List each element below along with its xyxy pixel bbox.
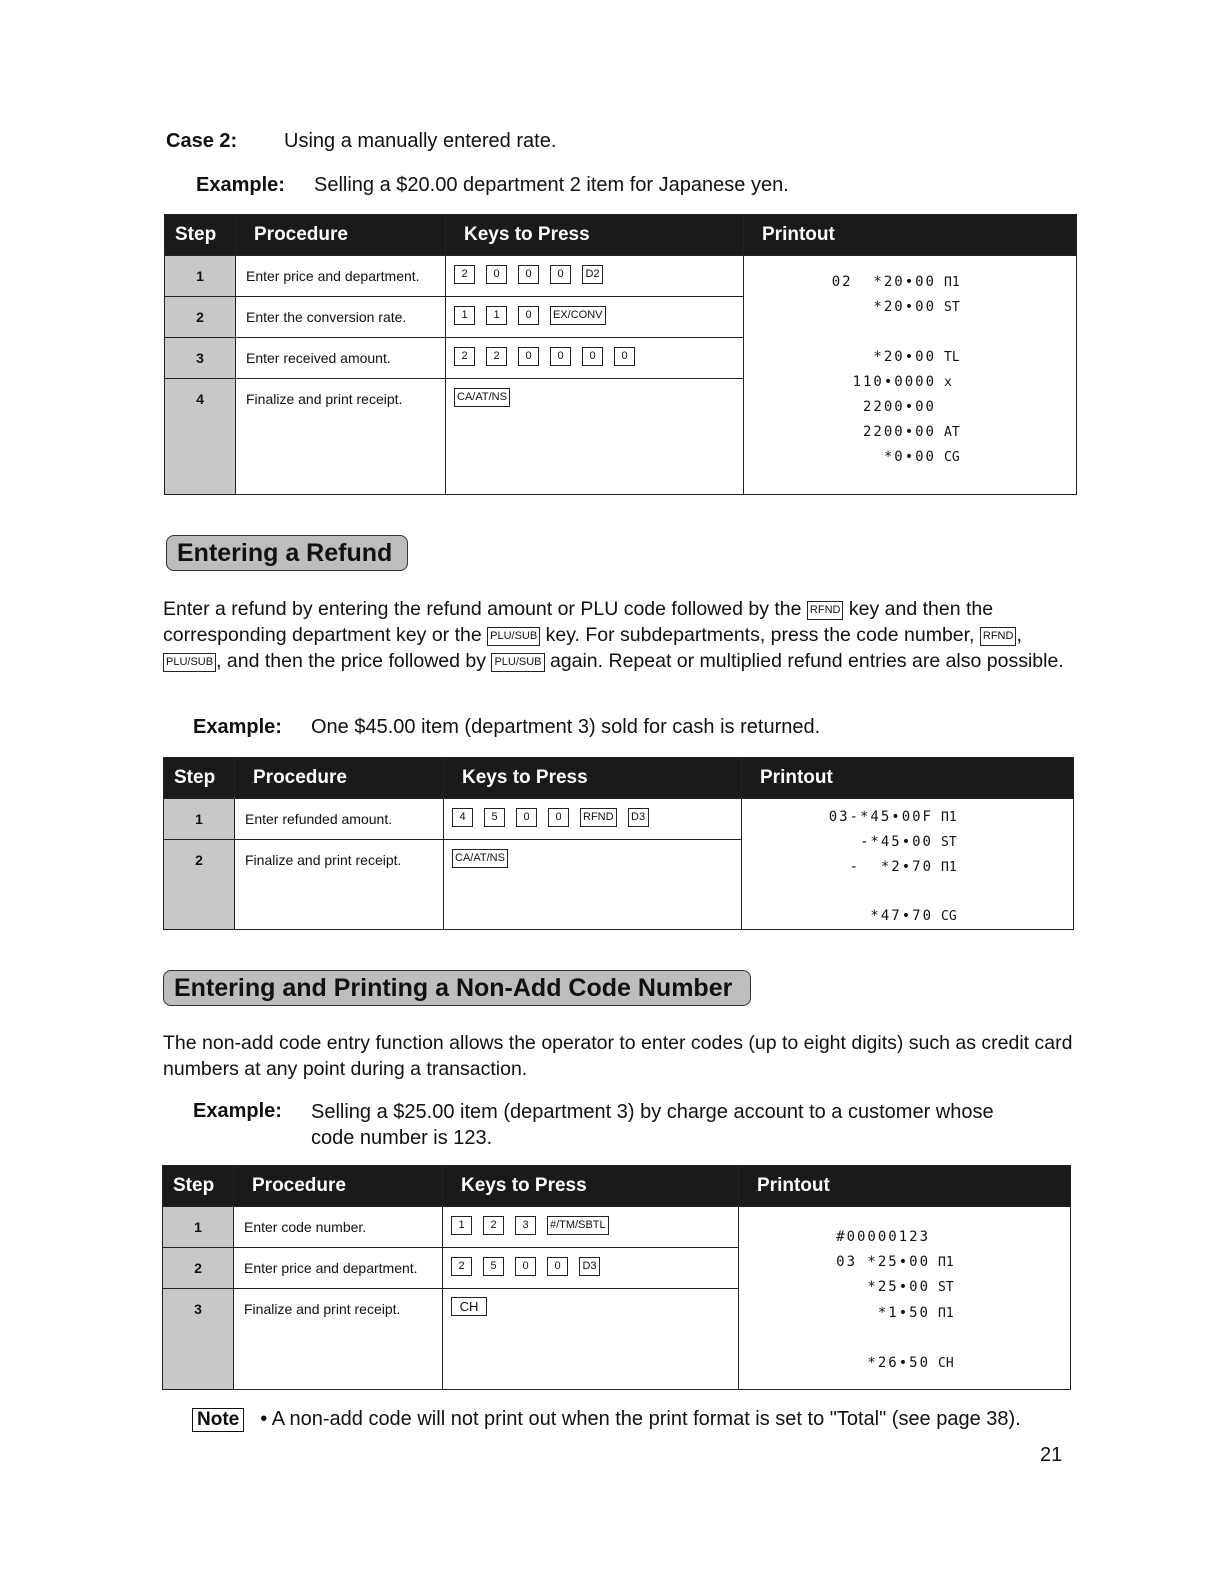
key-0: 0 [547,1257,568,1276]
charge-key: CH [451,1297,487,1316]
keys-row-1 [444,799,742,840]
key-0: 0 [614,347,635,366]
header-printout: Printout [744,215,1077,256]
step-number: 4 [165,379,236,495]
printout-receipt [742,799,1074,930]
header-printout: Printout [739,1166,1071,1207]
plu-sub-key: PLU/SUB [163,653,216,672]
printout-line: *47•70 CG [870,908,957,924]
key-2: 2 [454,265,475,284]
procedure-text: Enter price and department. [234,1248,443,1289]
procedure-text: Enter received amount. [236,338,446,379]
printout-line: *25•00 ST [867,1279,954,1295]
department-key: D3 [579,1257,600,1276]
printout-line [744,320,980,345]
key-2: 2 [451,1257,472,1276]
procedure-text: Finalize and print receipt. [236,379,446,495]
printout-line: *20•00 ST [873,299,960,315]
printout-line [742,880,977,904]
header-step: Step [164,758,235,799]
keys-row-4 [446,379,744,495]
example-3 [193,1100,1073,1151]
table-refund [163,757,1074,930]
printout-line: 02 *20•00 Π1 [831,274,960,290]
note-icon: Note [192,1408,244,1432]
header-keys: Keys to Press [443,1166,739,1207]
key-0: 0 [548,808,569,827]
key-3: 3 [515,1216,536,1235]
keys-row-2 [446,297,744,338]
printout-receipt [744,256,1077,495]
printout-line: 03 *25•00 Π1 [836,1253,954,1270]
case-heading [166,130,556,153]
key-0: 0 [550,347,571,366]
page-number: 21 [1040,1444,1063,1466]
exchange-conversion-key: EX/CONV [550,306,606,325]
step-number: 1 [164,799,235,840]
procedure-text: Enter price and department. [236,256,446,297]
key-1: 1 [451,1216,472,1235]
key-0: 0 [582,347,603,366]
key-5: 5 [483,1257,504,1276]
section-title-refund: Entering a Refund [166,535,408,571]
plu-sub-key: PLU/SUB [487,627,540,646]
step-number: 2 [164,840,235,930]
keys-row-1 [446,256,744,297]
key-0: 0 [516,808,537,827]
printout-line: 03-*45•00F Π1 [828,809,957,825]
case-text: Using a manually entered rate. [284,130,557,152]
example-text: Selling a $25.00 item (department 3) by charge account to a customer whose code number is 123. [311,1101,994,1149]
procedure-text: Enter code number. [234,1207,443,1248]
key-0: 0 [550,265,571,284]
step-number: 2 [165,297,236,338]
example-1 [196,174,789,197]
header-keys: Keys to Press [446,215,744,256]
key-1: 1 [454,306,475,325]
step-number: 1 [165,256,236,297]
key-2: 2 [454,347,475,366]
keys-row-3 [443,1289,739,1390]
header-procedure: Procedure [236,215,446,256]
printout-line: 110•0000 x [852,374,952,390]
refund-key: RFND [980,627,1017,646]
plu-sub-key: PLU/SUB [491,653,544,672]
printout-line: *26•50 CH [867,1354,954,1371]
printout-line [739,1326,974,1351]
procedure-text: Enter refunded amount. [235,799,444,840]
keys-row-2 [443,1248,739,1289]
keys-row-3 [446,338,744,379]
keys-row-2 [444,840,742,930]
header-procedure: Procedure [235,758,444,799]
note-text: • A non-add code will not print out when the print format is set to "Total" (see page 38). [260,1408,1021,1430]
printout-line: 2200•00 AT [862,424,960,440]
keys-row-1 [443,1207,739,1248]
key-5: 5 [484,808,505,827]
key-4: 4 [452,808,473,827]
department-key: D2 [582,265,603,284]
example-label: Example: [193,716,282,738]
procedure-text: Finalize and print receipt. [235,840,444,930]
procedure-text: Enter the conversion rate. [236,297,446,338]
step-number: 1 [163,1207,234,1248]
example-text: One $45.00 item (department 3) sold for cash is returned. [311,716,821,738]
key-2: 2 [486,347,507,366]
example-text: Selling a $20.00 department 2 item for Japanese yen. [314,174,789,196]
key-1: 1 [486,306,507,325]
header-step: Step [163,1166,234,1207]
key-2: 2 [483,1216,504,1235]
cash-amount-tendered-key: CA/AT/NS [452,849,508,868]
header-procedure: Procedure [234,1166,443,1207]
printout-line: *20•00 TL [873,349,960,365]
printout-line: 2200•00 [862,399,936,415]
refund-key: RFND [580,808,617,827]
key-0: 0 [515,1257,536,1276]
example-label: Example: [196,174,285,196]
table-non-add-code [162,1165,1071,1390]
key-0: 0 [518,265,539,284]
section-title-non-add: Entering and Printing a Non-Add Code Number [163,970,751,1006]
refund-key: RFND [807,601,844,620]
header-step: Step [165,215,236,256]
step-number: 2 [163,1248,234,1289]
refund-paragraph: Enter a refund by entering the refund amount or PLU code followed by the RFND key and then the corresponding department key or the PLU/SUB key. For subdepartments, press the code number, RFND , PLU/SUB , and then the price followed by PLU/SUB again. Repeat or multiplied refund entries are also possible. [163,598,1064,672]
printout-line: #00000123 [836,1229,930,1245]
example-2 [193,716,820,739]
cash-amount-tendered-key: CA/AT/NS [454,388,510,407]
key-0: 0 [486,265,507,284]
step-number: 3 [165,338,236,379]
non-add-paragraph: The non-add code entry function allows the operator to enter codes (up to eight digits) such as credit card numbers at any point during a transaction. [163,1032,1073,1080]
printout-line: -*45•00 ST [859,834,957,850]
case-label: Case 2: [166,130,238,152]
printout-line: - *2•70 Π1 [849,859,957,875]
procedure-text: Finalize and print receipt. [234,1289,443,1390]
printout-receipt [739,1207,1071,1390]
subtotal-key: #/TM/SBTL [547,1216,609,1235]
printout-line: *0•00 CG [883,449,960,465]
table-currency-conversion [164,214,1077,495]
printout-line: *1•50 Π1 [877,1304,954,1321]
example-label: Example: [193,1100,282,1122]
key-0: 0 [518,347,539,366]
header-printout: Printout [742,758,1074,799]
key-0: 0 [518,306,539,325]
note [192,1408,1021,1432]
step-number: 3 [163,1289,234,1390]
header-keys: Keys to Press [444,758,742,799]
department-key: D3 [628,808,649,827]
